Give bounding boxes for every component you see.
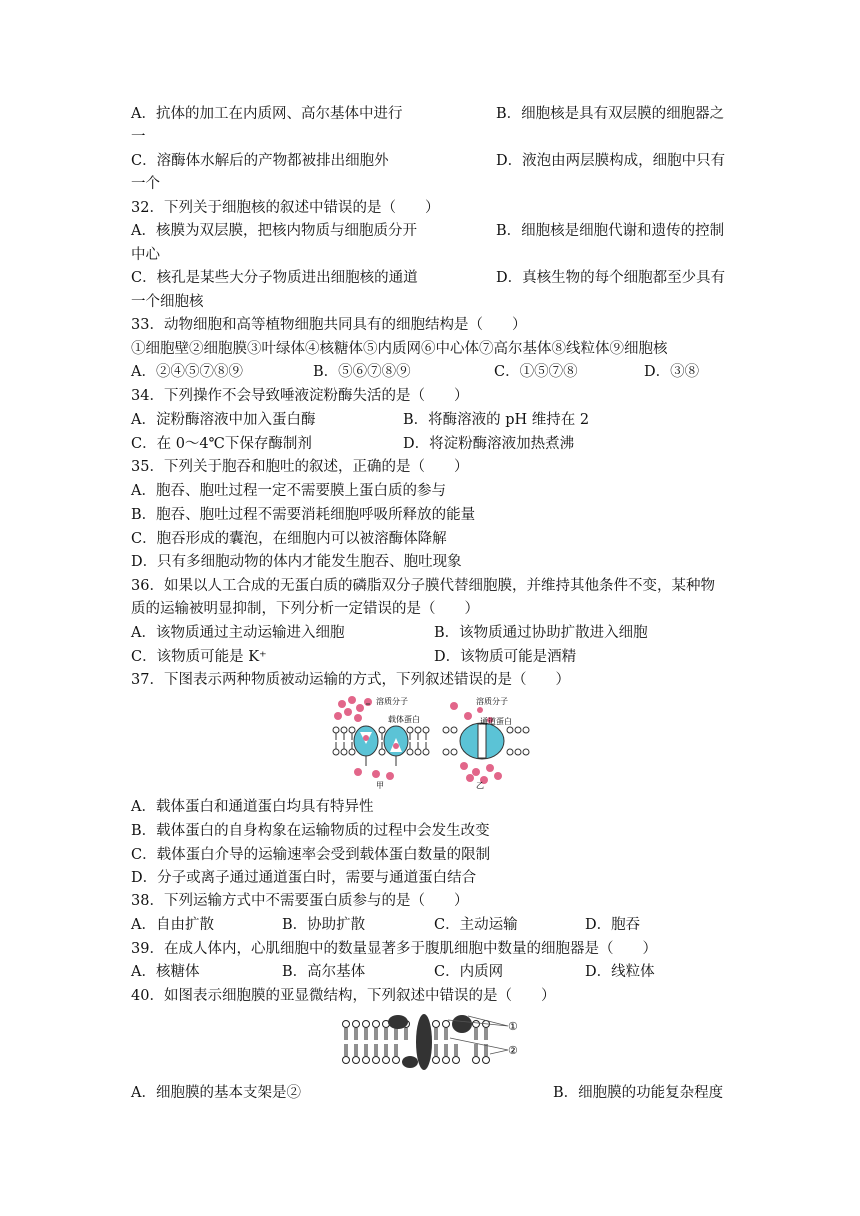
q38-option-c: C．主动运输: [434, 917, 518, 933]
q36-stem-line2: 质的运输被明显抑制，下列分析一定错误的是（ ）: [131, 601, 479, 617]
q38-stem: 38．下列运输方式中不需要蛋白质参与的是（ ）: [131, 893, 469, 909]
q32-option-c: C．核孔是某些大分子物质进出细胞核的通道: [131, 270, 418, 286]
q37-option-b: B．载体蛋白的自身构象在运输物质的过程中会发生改变: [131, 823, 490, 839]
q31-option-d-cont: 一个: [131, 176, 160, 192]
fig-label-solute-1: 溶质分子: [376, 697, 408, 706]
q36-option-a: A．该物质通过主动运输进入细胞: [131, 625, 345, 641]
q40-option-b: B．细胞膜的功能复杂程度: [553, 1085, 724, 1101]
q32-option-b: B．细胞核是细胞代谢和遗传的控制: [496, 223, 725, 239]
q39-option-d: D．线粒体: [585, 964, 655, 980]
q37-option-a: A．载体蛋白和通道蛋白均具有特异性: [131, 799, 374, 815]
q35-stem: 35．下列关于胞吞和胞吐的叙述，正确的是（ ）: [131, 459, 469, 475]
fig-label-1: ①: [508, 1020, 518, 1033]
q39-stem: 39．在成人体内，心肌细胞中的数量显著多于腹肌细胞中数量的细胞器是（ ）: [131, 941, 657, 957]
q39-option-a: A．核糖体: [131, 964, 200, 980]
q33-option-c: C．①⑤⑦⑧: [494, 364, 578, 380]
q34-option-b: B．将酶溶液的 pH 维持在 2: [403, 412, 590, 428]
q34-stem: 34．下列操作不会导致唾液淀粉酶失活的是（ ）: [131, 388, 469, 404]
q33-list: ①细胞壁②细胞膜③叶绿体④核糖体⑤内质网⑥中心体⑦高尔基体⑧线粒体⑨细胞核: [131, 341, 668, 357]
fig-label-2: ②: [508, 1044, 518, 1057]
passive-transport-figure: [330, 694, 530, 790]
q32-option-d: D．真核生物的每个细胞都至少具有: [496, 270, 726, 286]
q38-option-d: D．胞吞: [585, 917, 641, 933]
q36-option-d: D．该物质可能是酒精: [434, 649, 577, 665]
q32-option-a: A．核膜为双层膜，把核内物质与细胞质分开: [131, 223, 417, 239]
q31-option-b-cont: 一: [131, 129, 146, 145]
carrier-diagram-jia: [333, 696, 429, 780]
q34-option-d: D．将淀粉酶溶液加热煮沸: [403, 436, 575, 452]
fig-label-jia: 甲: [376, 781, 384, 790]
q38-option-a: A．自由扩散: [131, 917, 214, 933]
q31-option-b: B．细胞核是具有双层膜的细胞器之: [496, 106, 725, 122]
fig-label-yi: 乙: [476, 781, 484, 790]
q31-option-d: D．液泡由两层膜构成，细胞中只有: [496, 153, 726, 169]
q40-option-a: A．细胞膜的基本支架是②: [131, 1085, 301, 1101]
q36-option-c: C．该物质可能是 K⁺: [131, 649, 267, 665]
q37-option-c: C．载体蛋白介导的运输速率会受到载体蛋白数量的限制: [131, 847, 491, 863]
q33-option-a: A．②④⑤⑦⑧⑨: [131, 364, 243, 380]
q36-stem-line1: 36．如果以人工合成的无蛋白质的磷脂双分子膜代替细胞膜，并维持其他条件不变，某种物: [131, 578, 715, 594]
q37-option-d: D．分子或离子通过通道蛋白时，需要与通道蛋白结合: [131, 870, 477, 886]
q33-stem: 33．动物细胞和高等植物细胞共同具有的细胞结构是（ ）: [131, 317, 527, 333]
fig-label-carrier: 载体蛋白: [388, 715, 420, 724]
q33-option-d: D．③⑧: [644, 364, 700, 380]
q35-option-b: B．胞吞、胞吐过程不需要消耗细胞呼吸所释放的能量: [131, 507, 476, 523]
q33-option-b: B．⑤⑥⑦⑧⑨: [313, 364, 411, 380]
q31-option-a: A．抗体的加工在内质网、高尔基体中进行: [131, 106, 403, 122]
q35-option-c: C．胞吞形成的囊泡，在细胞内可以被溶酶体降解: [131, 531, 447, 547]
fig-label-channel: 通道蛋白: [480, 717, 512, 726]
q32-option-b-cont: 中心: [131, 247, 160, 263]
q36-option-b: B．该物质通过协助扩散进入细胞: [434, 625, 648, 641]
q40-stem: 40．如图表示细胞膜的亚显微结构，下列叙述中错误的是（ ）: [131, 988, 556, 1004]
q39-option-b: B．高尔基体: [282, 964, 366, 980]
q38-option-b: B．协助扩散: [282, 917, 366, 933]
q34-option-a: A．淀粉酶溶液中加入蛋白酶: [131, 412, 316, 428]
q32-stem: 32．下列关于细胞核的叙述中错误的是（ ）: [131, 200, 440, 216]
q31-option-c: C．溶酶体水解后的产物都被排出细胞外: [131, 153, 389, 169]
q35-option-d: D．只有多细胞动物的体内才能发生胞吞、胞吐现象: [131, 554, 462, 570]
q32-option-d-cont: 一个细胞核: [131, 294, 204, 310]
q39-option-c: C．内质网: [434, 964, 504, 980]
channel-diagram-yi: [443, 702, 529, 784]
fig-label-solute-2: 溶质分子: [476, 697, 508, 706]
q34-option-c: C．在 0～4℃下保存酶制剂: [131, 436, 312, 452]
membrane-structure-figure: [340, 1008, 530, 1076]
q35-option-a: A．胞吞、胞吐过程一定不需要膜上蛋白质的参与: [131, 483, 446, 499]
q37-stem: 37．下图表示两种物质被动运输的方式，下列叙述错误的是（ ）: [131, 672, 570, 688]
